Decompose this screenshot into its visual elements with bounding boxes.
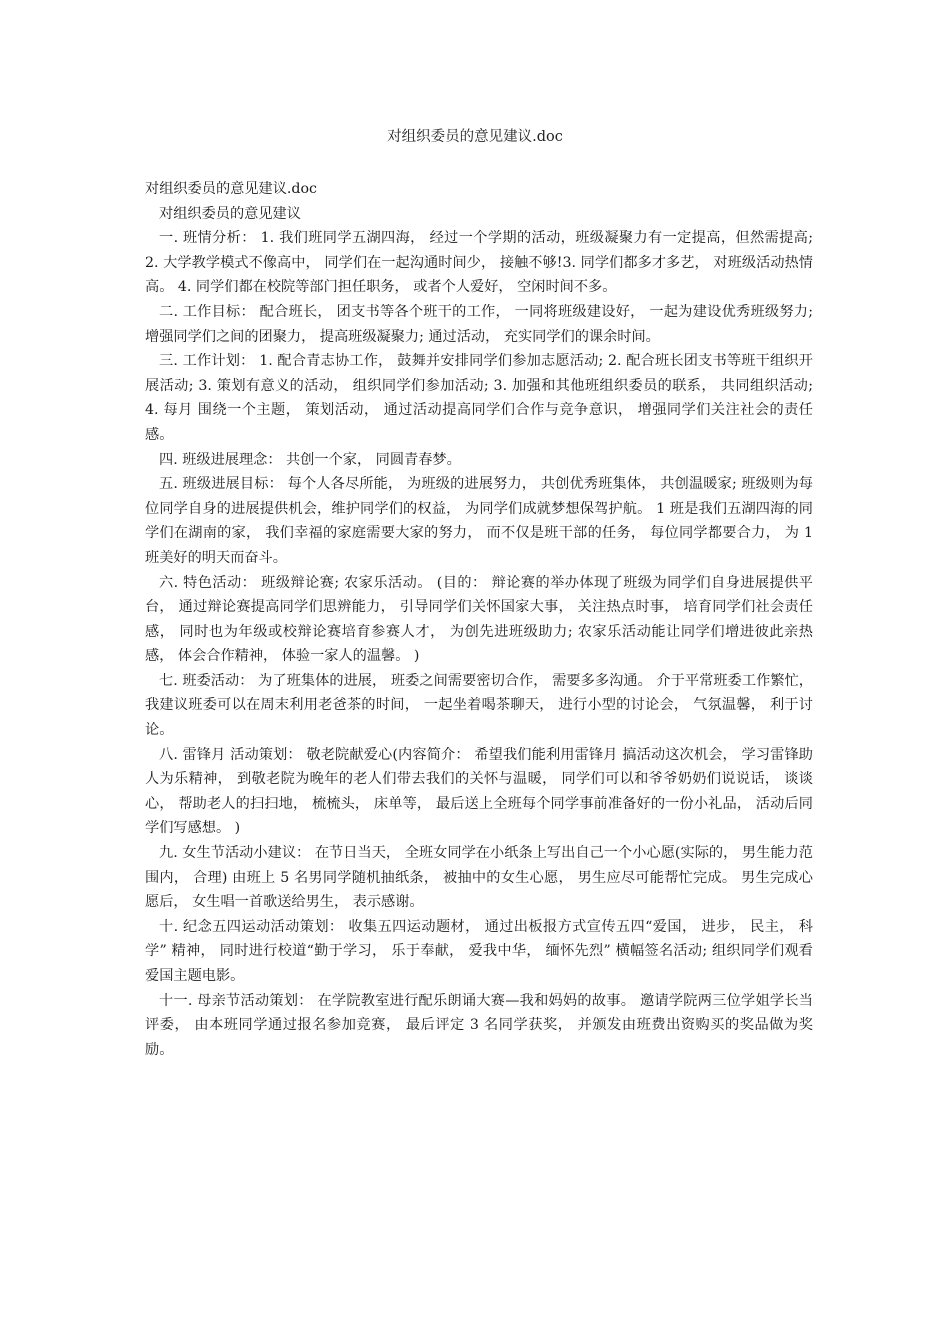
document-subtitle: 对组织委员的意见建议 [159,205,301,222]
paragraph-featured-activities: 六. 特色活动： 班级辩论赛; 农家乐活动。 (目的： 辩论赛的举办体现了班级为同学们自身进展提供平台， 通过辩论赛提高同学们思辨能力， 引导同学们关怀国家大事， 关注热点时事， 培育同学们社会责任感， 同时也为年级或校辩论赛培育参赛人才， 为创先进班级助力; 农家乐活动能让同学们增进彼此亲热感， 体会合作精神， 体验一家人的温馨。 ) [145,574,813,665]
paragraph-work-plan: 三. 工作计划： 1. 配合青志协工作， 鼓舞并安排同学们参加志愿活动; 2. 配合班长团支书等班干组织开展活动; 3. 策划有意义的活动， 组织同学们参加活动; 3. 加强和其他班组织委员的联系， 共同组织活动; 4. 每月 围绕一个主题， 策划活动， 通过活动提高同学们合作与竞争意识， 增强同学们关注社会的责任感。 [145,353,813,443]
paragraph-class-analysis: 一. 班情分析： 1. 我们班同学五湖四海， 经过一个学期的活动，班级凝聚力有一定提高，但然需提高; 2. 大学教学模式不像高中， 同学们在一起沟通时间少， 接触不够!3. 同学们都多才多艺， 对班级活动热情高。 4. 同学们都在校院等部门担任职务， 或者个人爱好， 空闲时间不多。 [145,230,813,296]
paragraph-development-goals: 五. 班级进展目标： 每个人各尽所能， 为班级的进展努力， 共创优秀班集体， 共创温暖家; 班级则为每位同学自身的进展提供机会，维护同学们的权益， 为同学们成就梦想保驾护航。 1 班是我们五湖四海的同学们在湖南的家， 我们幸福的家庭需要大家的努力， 而不仅是班干部的任务， 每位同学都要合力， 为 1 班美好的明天而奋斗。 [145,476,813,566]
paragraph-committee-activities: 七. 班委活动： 为了班集体的进展， 班委之间需要密切合作， 需要多多沟通。 介于平常班委工作繁忙， 我建议班委可以在周末利用老爸茶的时间， 一起坐着喝茶聊天， 进行小型的讨论会， 气氛温馨， 利于讨论。 [145,672,813,739]
paragraph-lei-feng-month: 八. 雷锋月 活动策划： 敬老院献爱心(内容简介： 希望我们能利用雷锋月 搞活动这次机会， 学习雷锋助人为乐精神， 到敬老院为晚年的老人们带去我们的关怀与温暖， 同学们可以和爷爷奶奶们说说话， 谈谈心， 帮助老人的扫扫地， 梳梳头， 床单等， 最后送上全班每个同学事前准备好的一份小礼品， 活动后同学们写感想。 ) [145,746,813,837]
paragraph-girls-day: 九. 女生节活动小建议： 在节日当天， 全班女同学在小纸条上写出自己一个小心愿(实际的， 男生能力范围内， 合理) 由班上 5 名男同学随机抽纸条， 被抽中的女生心愿， 男生应尽可能帮忙完成。 男生完成心愿后， 女生唱一首歌送给男生， 表示感谢。 [145,845,813,911]
document-body [145,177,813,1062]
paragraph-may-fourth: 十. 纪念五四运动活动策划： 收集五四运动题材， 通过出板报方式宣传五四“爱国， 进步， 民主， 科学” 精神， 同时进行校道“勤于学习， 乐于奉献， 爱我中华， 缅怀先烈” 横幅签名活动; 组织同学们观看爱国主题电影。 [145,918,813,984]
document-title: 对组织委员的意见建议.doc [387,129,563,145]
paragraph-development-philosophy: 四. 班级进展理念： 共创一个家， 同圆青春梦。 [159,451,461,468]
filename-line: 对组织委员的意见建议.doc [145,181,317,197]
paragraph-mothers-day: 十一. 母亲节活动策划： 在学院教室进行配乐朗诵大赛—我和妈妈的故事。 邀请学院两三位学姐学长当评委， 由本班同学通过报名参加竞赛， 最后评定 3 名同学获奖， 并颁发由班费出资购买的奖品做为奖励。 [145,992,813,1058]
paragraph-work-goals: 二. 工作目标： 配合班长， 团支书等各个班干的工作， 一同将班级建设好， 一起为建设优秀班级努力; 增强同学们之间的团聚力， 提高班级凝聚力; 通过活动， 充实同学们的课余时间。 [145,303,813,345]
